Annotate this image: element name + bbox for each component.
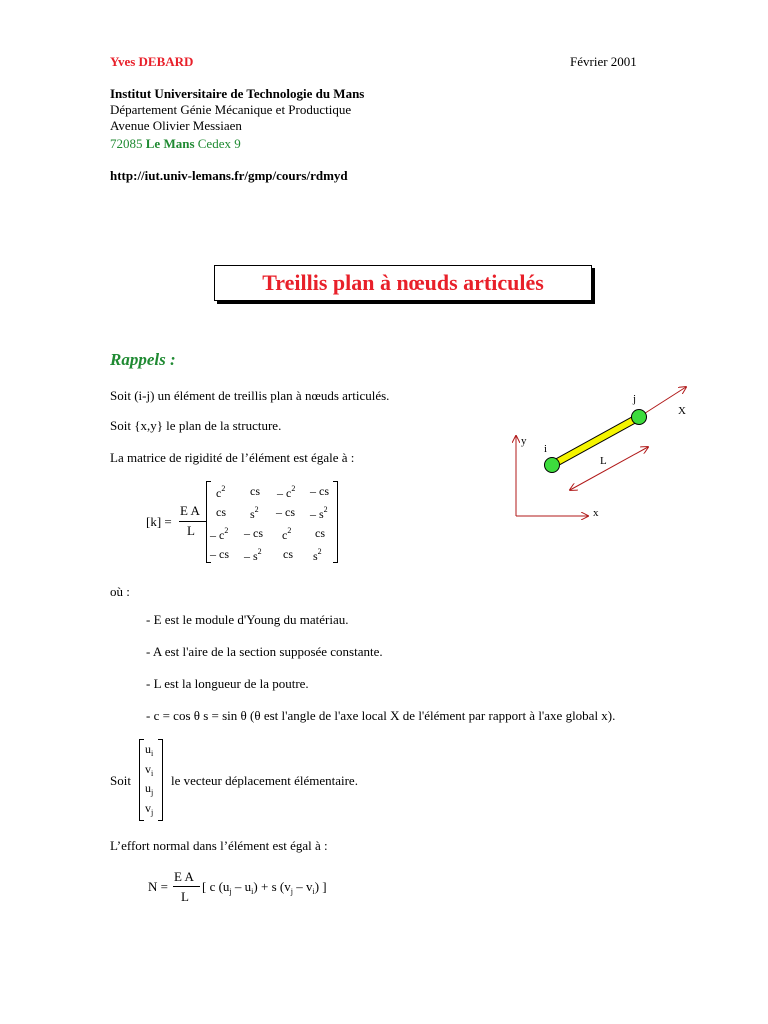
matrix-lhs: [k] = xyxy=(146,514,172,529)
paragraph-2: Soit {x,y} le plan de la structure. xyxy=(110,418,282,433)
section-heading: Rappels : xyxy=(110,350,176,369)
vector-component: $u_j$ xyxy=(145,781,154,797)
matrix-cell: cs xyxy=(283,547,293,561)
matrix-cell: $s^2$ xyxy=(313,547,322,563)
label-L: L xyxy=(600,455,607,467)
truss-element-diagram xyxy=(500,380,700,530)
matrix-fraction-numerator: E A xyxy=(180,503,200,518)
normal-fraction-denominator: L xyxy=(181,889,189,904)
author: Yves DEBARD xyxy=(110,54,194,69)
truss-bar xyxy=(552,417,639,465)
matrix-cell: – $s^2$ xyxy=(244,547,262,563)
definition-c-s: - c = cos θ s = sin θ (θ est l'angle de l'axe local X de l'élément par rapport à l'axe global x). xyxy=(146,708,616,723)
matrix-fraction-denominator: L xyxy=(187,523,195,538)
vector-component: $v_j$ xyxy=(145,801,154,817)
normal-fraction-bar xyxy=(173,886,200,887)
label-x: x xyxy=(593,507,599,519)
matrix-fraction-bar xyxy=(179,521,206,522)
title-box xyxy=(214,265,592,301)
department: Département Génie Mécanique et Productique xyxy=(110,102,352,117)
matrix-right-bracket xyxy=(333,481,338,563)
normal-fraction-numerator: E A xyxy=(174,869,194,884)
node-j xyxy=(632,410,647,425)
label-i: i xyxy=(544,443,548,455)
ou-label: où : xyxy=(110,584,130,599)
matrix-cell: $c^2$ xyxy=(282,526,292,542)
matrix-cell: – cs xyxy=(276,505,295,519)
matrix-cell: cs xyxy=(250,484,260,498)
vector-left-bracket xyxy=(139,739,144,821)
normal-rhs: [ c $(u_j - u_i) + s$ $(v_j - v_i)$ ] xyxy=(202,879,327,896)
normal-lhs: N = xyxy=(148,879,168,894)
paragraph-4: L’effort normal dans l’élément est égal à : xyxy=(110,838,328,853)
matrix-cell: – $s^2$ xyxy=(310,505,328,521)
page-title: Treillis plan à nœuds articulés xyxy=(262,270,544,295)
matrix-cell: cs xyxy=(216,505,226,519)
label-X: X xyxy=(678,405,686,417)
course-url[interactable]: http://iut.univ-lemans.fr/gmp/cours/rdmyd xyxy=(110,168,348,183)
paragraph-3: La matrice de rigidité de l’élément est égale à : xyxy=(110,450,355,465)
vector-component: $u_i$ xyxy=(145,742,154,758)
vector-component: $v_i$ xyxy=(145,762,154,778)
vector-description: le vecteur déplacement élémentaire. xyxy=(171,773,358,788)
node-i xyxy=(545,458,560,473)
city: Le Mans xyxy=(145,136,195,151)
definition-a: - A est l'aire de la section supposée constante. xyxy=(146,644,383,659)
vector-right-bracket xyxy=(158,739,163,821)
matrix-cell: cs xyxy=(315,526,325,540)
label-j: j xyxy=(633,393,637,405)
definition-l: - L est la longueur de la poutre. xyxy=(146,676,309,691)
label-y: y xyxy=(521,435,527,447)
vector-soit: Soit xyxy=(110,773,131,788)
length-dimension-arrow xyxy=(570,447,648,490)
matrix-cell: – cs xyxy=(310,484,329,498)
postal-address xyxy=(110,136,241,152)
postcode: 72085 xyxy=(110,136,143,151)
matrix-cell: $c^2$ xyxy=(216,484,226,500)
matrix-cell: – $c^2$ xyxy=(277,484,296,500)
paragraph-1: Soit (i-j) un élément de treillis plan à nœuds articulés. xyxy=(110,388,390,403)
institute: Institut Universitaire de Technologie du Mans xyxy=(110,86,365,101)
street: Avenue Olivier Messiaen xyxy=(110,118,242,133)
date: Février 2001 xyxy=(570,54,637,69)
definition-e: - E est le module d'Young du matériau. xyxy=(146,612,349,627)
matrix-cell: – cs xyxy=(210,547,229,561)
matrix-cell: – $c^2$ xyxy=(210,526,229,542)
matrix-cell: – cs xyxy=(244,526,263,540)
cedex: Cedex 9 xyxy=(197,136,241,151)
matrix-cell: $s^2$ xyxy=(250,505,259,521)
